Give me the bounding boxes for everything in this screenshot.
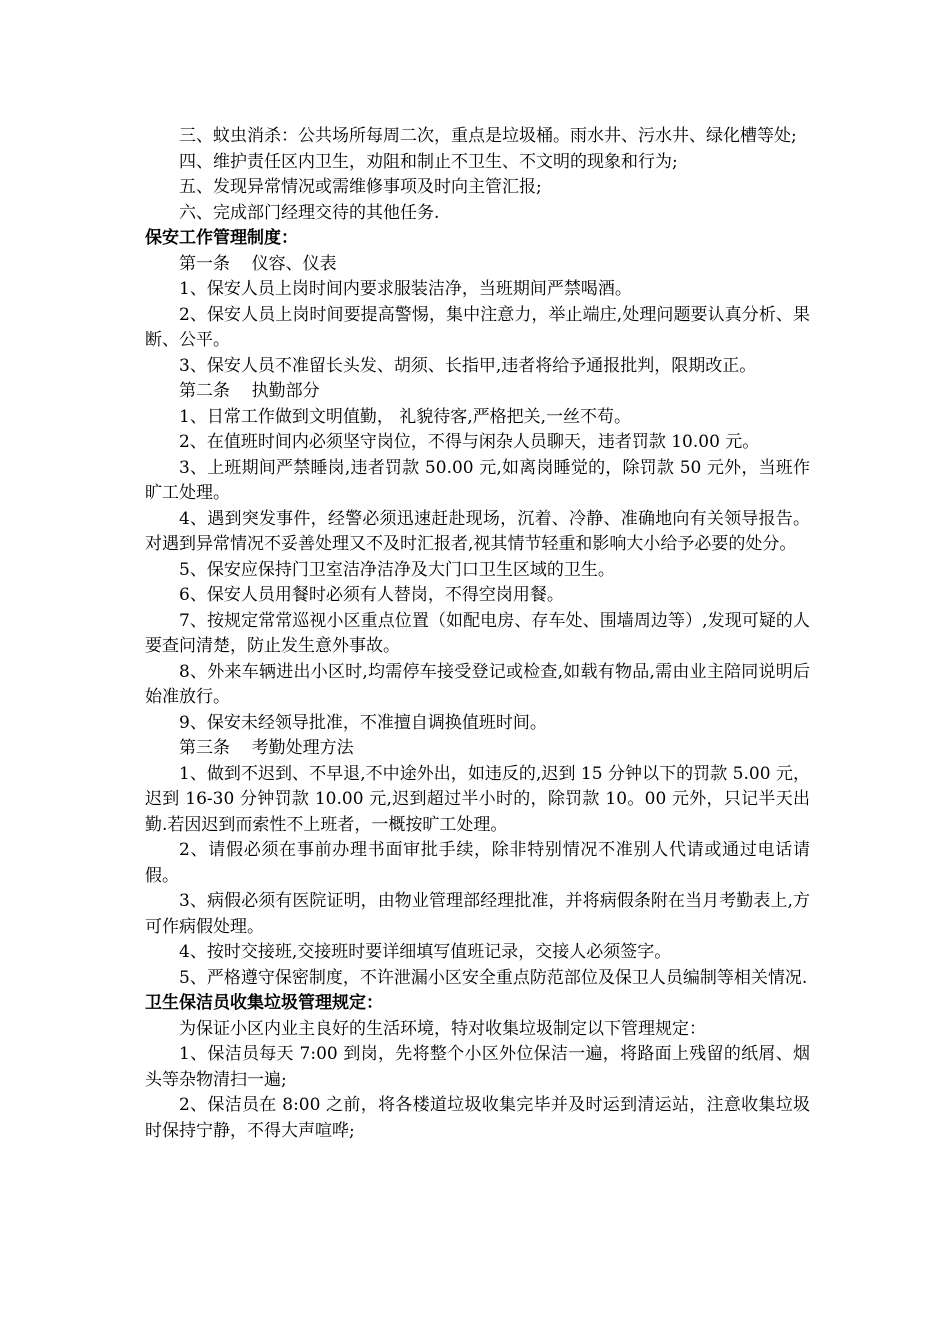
paragraph: 六、完成部门经理交待的其他任务. (179, 202, 440, 223)
paragraph: 6、保安人员用餐时必须有人替岗，不得空岗用餐。 (179, 585, 564, 605)
paragraph: 四、维护责任区内卫生，劝阻和制止不卫生、不文明的现象和行为; (179, 151, 678, 172)
section-heading: 卫生保洁员收集垃圾管理规定： (145, 993, 383, 1013)
paragraph: 1、做到不迟到、不早退,不中途外出，如违反的,迟到 15 分钟以下的罚款 5.00 元，迟到 16-30 分钟罚款 10.00 元,迟到超过半小时的，除罚款 10。00 元外，只记半天出勤.若因迟到而索性不上班者，一概按旷工处理。 (145, 763, 810, 835)
paragraph: 3、病假必须有医院证明，由物业管理部经理批准，并将病假条附在当月考勤表上,方可作病假处理。 (145, 891, 810, 937)
paragraph: 1、保安人员上岗时间内要求服装洁净，当班期间严禁喝酒。 (179, 279, 632, 299)
paragraph: 1、保洁员每天 7:00 到岗，先将整个小区外位保洁一遍，将路面上残留的纸屑、烟头等杂物清扫一遍; (145, 1044, 810, 1090)
paragraph: 7、按规定常常巡视小区重点位置（如配电房、存车处、围墙周边等）,发现可疑的人要查问清楚，防止发生意外事故。 (145, 610, 810, 656)
section-heading: 保安工作管理制度： (145, 228, 298, 248)
paragraph: 2、保安人员上岗时间要提高警惕，集中注意力，举止端庄,处理问题要认真分析、果断、公平。 (145, 304, 810, 350)
paragraph: 2、在值班时间内必须坚守岗位，不得与闲杂人员聊天，违者罚款 10.00 元。 (179, 432, 760, 452)
paragraph: 2、请假必须在事前办理书面审批手续，除非特别情况不准别人代请或通过电话请假。 (145, 840, 810, 886)
article-title: 第三条 考勤处理方法 (179, 738, 354, 758)
paragraph: 8、外来车辆进出小区时,均需停车接受登记或检查,如载有物品,需由业主陪同说明后始准放行。 (145, 661, 810, 707)
paragraph: 2、保洁员在 8:00 之前，将各楼道垃圾收集完毕并及时运到清运站，注意收集垃圾时保持宁静，不得大声喧哗; (145, 1095, 810, 1141)
article-title: 第一条 仪容、仪表 (179, 253, 337, 274)
paragraph: 5、严格遵守保密制度，不许泄漏小区安全重点防范部位及保卫人员编制等相关情况. (179, 967, 808, 988)
document-body (145, 124, 810, 1144)
paragraph: 为保证小区内业主良好的生活环境，特对收集垃圾制定以下管理规定： (179, 1018, 706, 1039)
article-title: 第二条 执勤部分 (179, 381, 320, 401)
paragraph: 3、保安人员不准留长头发、胡须、长指甲,违者将给予通报批判，限期改正。 (179, 355, 757, 376)
paragraph: 三、蚊虫消杀：公共场所每周二次，重点是垃圾桶。雨水井、污水井、绿化槽等处; (179, 126, 797, 146)
paragraph: 3、上班期间严禁睡岗,违者罚款 50.00 元,如离岗睡觉的，除罚款 50 元外，当班作旷工处理。 (145, 457, 810, 503)
paragraph: 1、日常工作做到文明值勤， 礼貌待客,严格把关,一丝不苟。 (179, 406, 632, 427)
paragraph: 5、保安应保持门卫室洁净洁净及大门口卫生区域的卫生。 (179, 559, 615, 580)
paragraph: 五、发现异常情况或需维修事项及时向主管汇报; (179, 177, 542, 197)
paragraph: 4、按时交接班,交接班时要详细填写值班记录，交接人必须签字。 (179, 942, 672, 962)
paragraph: 4、遇到突发事件，经警必须迅速赶赴现场，沉着、冷静、准确地向有关领导报告。对遇到异常情况不妥善处理又不及时汇报者,视其情节轻重和影响大小给予必要的处分。 (145, 508, 810, 554)
paragraph: 9、保安未经领导批准，不准擅自调换值班时间。 (179, 712, 547, 733)
